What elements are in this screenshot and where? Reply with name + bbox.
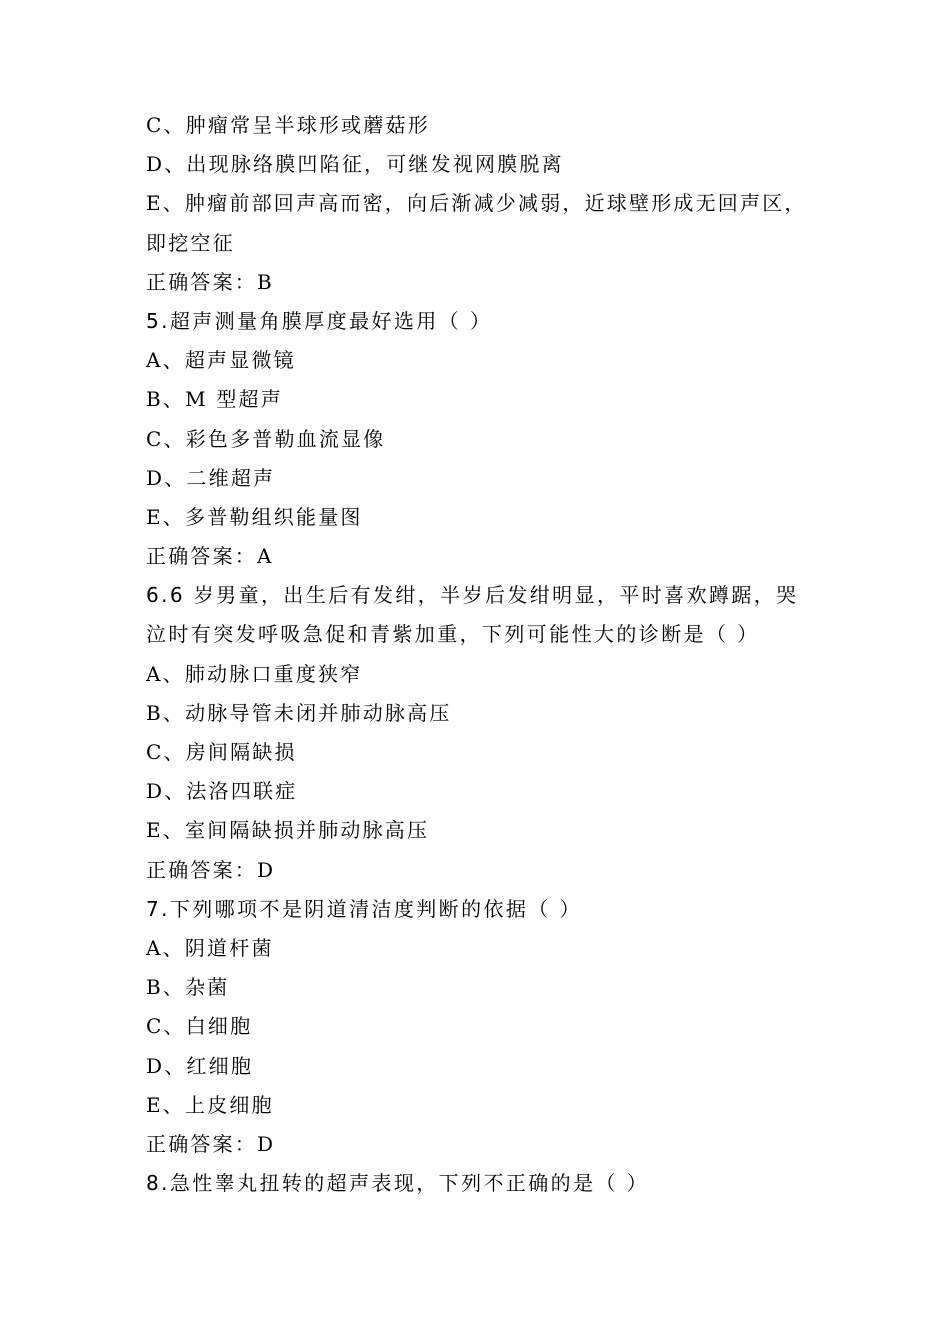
question-line: 8.急性睾丸扭转的超声表现，下列不正确的是（ ） <box>146 1171 650 1196</box>
answer-line: 正确答案：D <box>146 1131 276 1156</box>
option-line: E、多普勒组织能量图 <box>146 504 363 529</box>
answer-line: 正确答案：B <box>146 269 274 294</box>
option-line: D、二维超声 <box>146 465 276 490</box>
answer-line: 正确答案：D <box>146 857 276 882</box>
option-line: E、室间隔缺损并肺动脉高压 <box>146 818 430 843</box>
question-line-continuation: 泣时有突发呼吸急促和青紫加重，下列可能性大的诊断是（ ） <box>146 622 760 647</box>
option-line: C、白细胞 <box>146 1014 253 1039</box>
option-line: D、红细胞 <box>146 1053 254 1078</box>
option-line: E、上皮细胞 <box>146 1092 274 1117</box>
answer-line: 正确答案：A <box>146 544 274 569</box>
option-line: A、肺动脉口重度狭窄 <box>146 661 363 686</box>
question-line: 7.下列哪项不是阴道清洁度判断的依据（ ） <box>146 896 582 921</box>
document-page <box>146 106 816 1203</box>
option-line: D、出现脉络膜凹陷征，可继发视网膜脱离 <box>146 152 564 177</box>
option-line: E、肿瘤前部回声高而密，向后渐减少减弱，近球壁形成无回声区， <box>146 191 807 216</box>
question-line: 6.6 岁男童，出生后有发绀，半岁后发绀明显，平时喜欢蹲踞，哭 <box>146 583 799 608</box>
option-line: C、彩色多普勒血流显像 <box>146 426 386 451</box>
option-line: C、肿瘤常呈半球形或蘑菇形 <box>146 113 430 137</box>
option-line: A、超声显微镜 <box>146 348 296 373</box>
option-line-continuation: 即挖空征 <box>146 230 235 255</box>
option-line: A、阴道杆菌 <box>146 935 274 960</box>
option-line: B、动脉导管未闭并肺动脉高压 <box>146 700 452 725</box>
option-line: B、M 型超声 <box>146 387 283 412</box>
option-line: B、杂菌 <box>146 975 230 1000</box>
option-line: D、法洛四联症 <box>146 779 298 804</box>
option-line: C、房间隔缺损 <box>146 740 297 764</box>
question-line: 5.超声测量角膜厚度最好选用（ ） <box>146 308 493 333</box>
